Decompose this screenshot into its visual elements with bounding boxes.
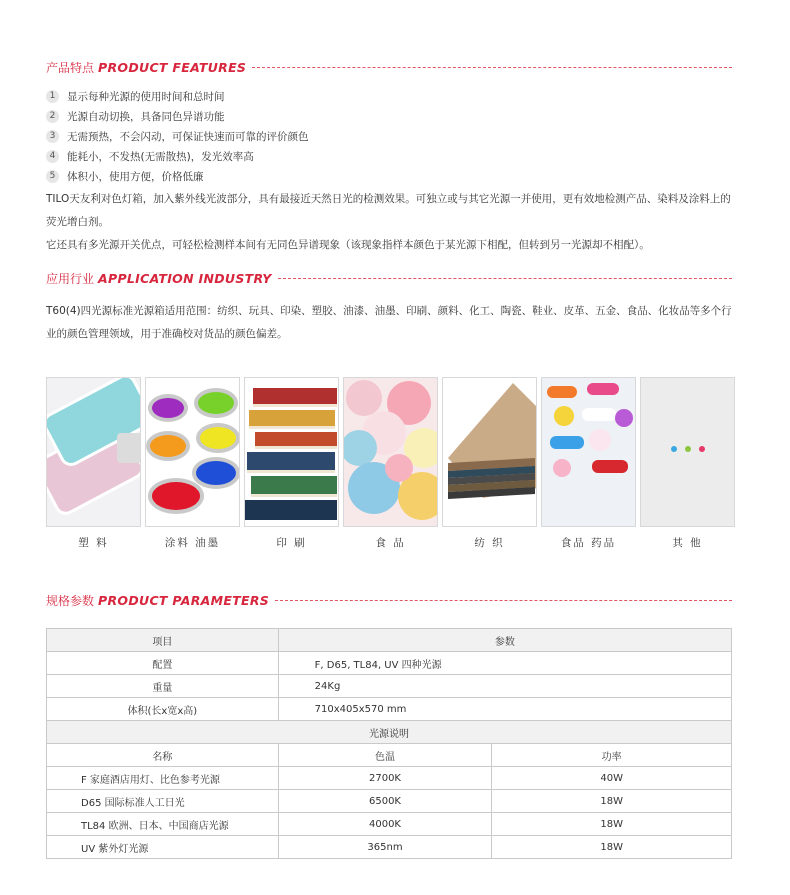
row-item: 体积(长x宽x高) [47, 698, 279, 721]
features-title-divider [252, 67, 732, 68]
table-row [47, 698, 732, 721]
plastic-image [46, 377, 141, 527]
row-value: 24Kg [278, 675, 731, 698]
industry-label: 食 品 [375, 537, 406, 549]
industry-label: 纺 织 [474, 537, 505, 549]
parameters-section-title [46, 591, 732, 609]
industry-label: 食品 药品 [560, 537, 617, 549]
paint-ink-image [145, 377, 240, 527]
table-header-row [47, 629, 732, 652]
feature-text: 显示每种光源的使用时间和总时间 [67, 90, 225, 103]
row-item: 重量 [47, 675, 279, 698]
table-row [47, 675, 732, 698]
light-power: 40W [492, 767, 732, 790]
food-candy-image [343, 377, 438, 527]
feature-item [46, 106, 309, 126]
feature-text: 光源自动切换，具备同色异谱功能 [67, 110, 225, 123]
features-paragraph-1: TILO天友利对色灯箱，加入紫外线光波部分，具有最接近天然日光的检测效果。可独立或与其它光源一并使用，更有效地检测产品、染料及涂料上的荧光增白剂。 [46, 193, 731, 228]
feature-number-badge: 3 [46, 130, 59, 143]
light-temp: 4000K [278, 813, 492, 836]
application-paragraph: T60(4)四光源标准光源箱适用范围：纺织、玩具、印染、塑胶、油漆、油墨、印刷、颜料、化工、陶瓷、鞋业、皮革、五金、食品、化妆品等多个行业的颜色管理领域，用于准确校对货品的颜色偏差。 [46, 305, 732, 340]
textile-fabric-image [442, 377, 537, 527]
light-header-power: 功率 [492, 744, 732, 767]
light-section-title: 光源说明 [47, 721, 732, 744]
light-row [47, 836, 732, 859]
feature-text: 无需预热，不会闪动，可保证快速而可靠的评价颜色 [67, 130, 309, 143]
feature-number-badge: 4 [46, 150, 59, 163]
industry-label: 涂料 油墨 [164, 537, 221, 549]
feature-item [46, 166, 309, 186]
light-temp: 2700K [278, 767, 492, 790]
row-value: 710x405x570 mm [278, 698, 731, 721]
industry-label-row [46, 535, 735, 550]
features-list [46, 86, 309, 186]
feature-text: 体积小，使用方便，价格低廉 [67, 170, 204, 183]
light-name: TL84 欧洲、日本、中国商店光源 [47, 813, 279, 836]
feature-text: 能耗小，不发热(无需散热)，发光效率高 [67, 150, 254, 163]
feature-item [46, 86, 309, 106]
light-temp: 365nm [278, 836, 492, 859]
industry-label: 其 他 [672, 537, 703, 549]
printing-books-image [244, 377, 339, 527]
row-item: 配置 [47, 652, 279, 675]
industry-image-row [46, 377, 735, 527]
light-row [47, 790, 732, 813]
industry-label: 塑 料 [78, 537, 109, 549]
light-temp: 6500K [278, 790, 492, 813]
parameters-table [46, 628, 732, 859]
light-header-temp: 色温 [278, 744, 492, 767]
parameters-title-cn: 规格参数 [46, 593, 95, 608]
features-paragraph-2: 它还具有多光源开关优点，可轻松检测样本间有无同色异谱现象（该现象指样本颜色于某光源下相配，但转到另一光源却不相配）。 [46, 239, 650, 251]
application-title-divider [278, 278, 732, 279]
table-row [47, 652, 732, 675]
industry-label: 印 刷 [276, 537, 307, 549]
features-title-cn: 产品特点 [46, 60, 95, 75]
features-section-title [46, 58, 732, 76]
light-header-row [47, 744, 732, 767]
feature-number-badge: 2 [46, 110, 59, 123]
light-power: 18W [492, 813, 732, 836]
light-name: UV 紫外灯光源 [47, 836, 279, 859]
light-power: 18W [492, 836, 732, 859]
feature-number-badge: 5 [46, 170, 59, 183]
light-row [47, 767, 732, 790]
feature-item [46, 126, 309, 146]
application-section-title [46, 269, 732, 287]
parameters-title-en: PRODUCT PARAMETERS [98, 592, 270, 608]
features-title-en: PRODUCT FEATURES [98, 59, 247, 75]
light-name: D65 国际标准人工日光 [47, 790, 279, 813]
light-header-name: 名称 [47, 744, 279, 767]
feature-item [46, 146, 309, 166]
others-placeholder-image [640, 377, 735, 527]
light-name: F 家庭酒店用灯、比色参考光源 [47, 767, 279, 790]
parameters-title-divider [275, 600, 732, 601]
header-item: 项目 [47, 629, 279, 652]
header-value: 参数 [278, 629, 731, 652]
row-value: F, D65, TL84, UV 四种光源 [278, 652, 731, 675]
food-medicine-pills-image [541, 377, 636, 527]
light-power: 18W [492, 790, 732, 813]
feature-number-badge: 1 [46, 90, 59, 103]
application-title-cn: 应用行业 [46, 271, 95, 286]
light-row [47, 813, 732, 836]
light-section-row [47, 721, 732, 744]
application-title-en: APPLICATION INDUSTRY [98, 270, 272, 286]
